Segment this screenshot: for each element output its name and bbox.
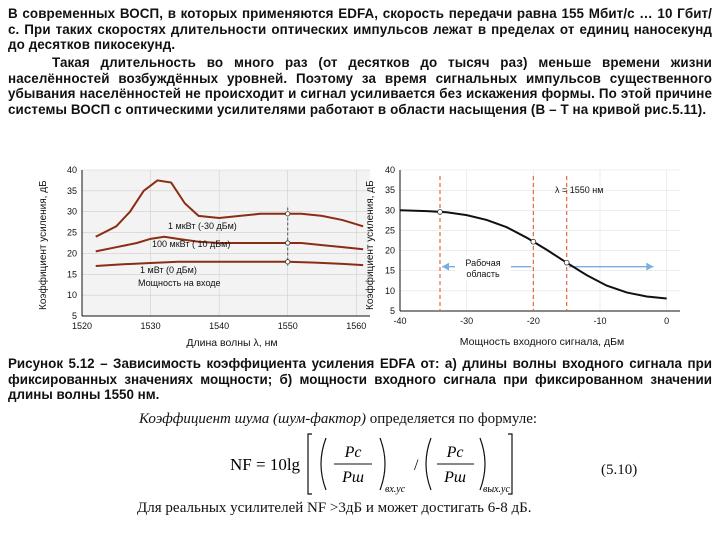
chart-b-ytick: 20 — [384, 245, 395, 256]
chart-b-xtick: -10 — [593, 316, 607, 326]
formula-den-out: Pш — [444, 469, 466, 486]
equation-number: (5.10) — [601, 462, 638, 478]
figure-caption — [8, 356, 712, 403]
chart-a-legend-1uw: 1 мкВт (-30 дБм) — [168, 221, 237, 231]
noise-factor-heading — [139, 411, 537, 428]
chart-b-xtick: -40 — [393, 316, 407, 326]
chart-b-annotation-working-area: Рабочая область — [465, 258, 501, 279]
formula-nf — [230, 428, 560, 500]
chart-gain-vs-input-power — [360, 160, 700, 350]
chart-a-xtick: 1550 — [277, 321, 298, 331]
formula-sub-in: вх.ус — [385, 484, 406, 495]
chart-a-annotation-power-text: Мощность на входе — [138, 278, 221, 288]
chart-b-ytick: 30 — [384, 205, 395, 216]
chart-b-ytick: 25 — [384, 225, 395, 236]
chart-b-arrowhead-left — [442, 263, 449, 271]
formula-num-in: Pc — [344, 444, 362, 461]
chart-a-ytick: 5 — [71, 311, 77, 321]
chart-a-ylabel: Коэффициент усиления, дБ — [38, 180, 49, 310]
noise-factor-rest: определяется по формуле: — [366, 411, 538, 427]
chart-b-ytick: 15 — [384, 265, 395, 276]
formula-sub-out: вых.ус — [483, 484, 510, 495]
chart-a-marker-point — [286, 260, 290, 264]
chart-b-ytick: 35 — [384, 185, 395, 196]
chart-b-xtick: -30 — [460, 316, 474, 326]
chart-a-ytick: 25 — [66, 227, 77, 238]
chart-a-marker-point — [286, 241, 290, 245]
chart-a-xtick: 1560 — [346, 321, 367, 331]
chart-b-xtick: -20 — [526, 316, 540, 326]
noise-factor-term: Коэффициент шума (шум-фактор) — [139, 411, 366, 427]
chart-a-ytick: 20 — [66, 248, 77, 259]
chart-a-xtick: 1520 — [71, 321, 93, 331]
chart-b-arrowhead-right — [646, 263, 653, 271]
paragraph-intro-text: В современных ВОСП, в которых применяются EDFA, скорость передачи равна 155 Мбит/с … 10 Гбит/с. При таких скоростях длительности оптических импульсов лежат в пределах от единиц наносекунд до десятков пикосекунд. — [8, 6, 712, 53]
formula-den-in: Pш — [342, 469, 364, 486]
chart-a-annotation-power — [138, 278, 221, 288]
chart-b-marker-point — [564, 260, 569, 265]
chart-b-xtick: 0 — [664, 316, 670, 326]
formula-lhs: NF = 10lg — [230, 455, 301, 474]
paragraph-saturation-text: Такая длительность во много раз (от десятков до тысяч раз) меньше времени жизни населённостей возбуждённых уровней. Поэтому за время сигнальных импульсов существенного убывания населённостей не происходит и сигнал усиливается без искажения формы. По этой причине системы ВОСП с оптическими усилителями работают в области насыщения (В – Т на кривой рис.5.11). — [8, 55, 712, 117]
chart-a-legend-100uw: 100 мкВт ( 10 дБм) — [152, 239, 231, 249]
figure-caption-text: Рисунок 5.12 – Зависимость коэффициента усиления EDFA от: а) длины волны входного сигнала при фиксированных значениях мощности; б) мощности входного сигнала при фиксированном значении длины волны 1550 нм. — [8, 356, 712, 403]
conclusion-text: Для реальных усилителей NF >3дБ и может достигать 6-8 дБ. — [137, 500, 532, 516]
formula-num-out: Pc — [446, 444, 464, 461]
chart-a-xlabel: Длина волны λ, нм — [186, 337, 278, 349]
chart-a-legend-1mw: 1 мВт (0 дБм) — [140, 265, 197, 275]
chart-a-ytick: 40 — [66, 165, 77, 175]
chart-b-marker-point — [438, 209, 443, 214]
chart-b-ytick: 10 — [384, 285, 395, 296]
chart-b-ytick: 40 — [384, 165, 395, 175]
chart-a-xtick: 1540 — [209, 321, 230, 331]
chart-a-marker-point — [286, 212, 290, 216]
paragraph-intro — [8, 6, 712, 53]
chart-b-marker-point — [531, 239, 536, 244]
chart-b-ylabel: Коэффициент усиления, дБ — [365, 180, 376, 310]
paragraph-saturation — [8, 55, 712, 117]
chart-b-legend-lambda: λ = 1550 нм — [555, 185, 604, 195]
chart-a-ytick: 35 — [66, 185, 77, 196]
chart-b-ytick: 5 — [389, 306, 395, 316]
chart-a-ytick: 30 — [66, 206, 77, 217]
chart-a-xtick: 1530 — [140, 321, 161, 331]
chart-b-xlabel: Мощность входного сигнала, дБм — [459, 336, 625, 348]
chart-gain-vs-wavelength — [30, 160, 367, 350]
formula-slash: / — [414, 457, 419, 474]
chart-a-ytick: 10 — [66, 290, 77, 301]
chart-a-ytick: 15 — [66, 269, 77, 280]
